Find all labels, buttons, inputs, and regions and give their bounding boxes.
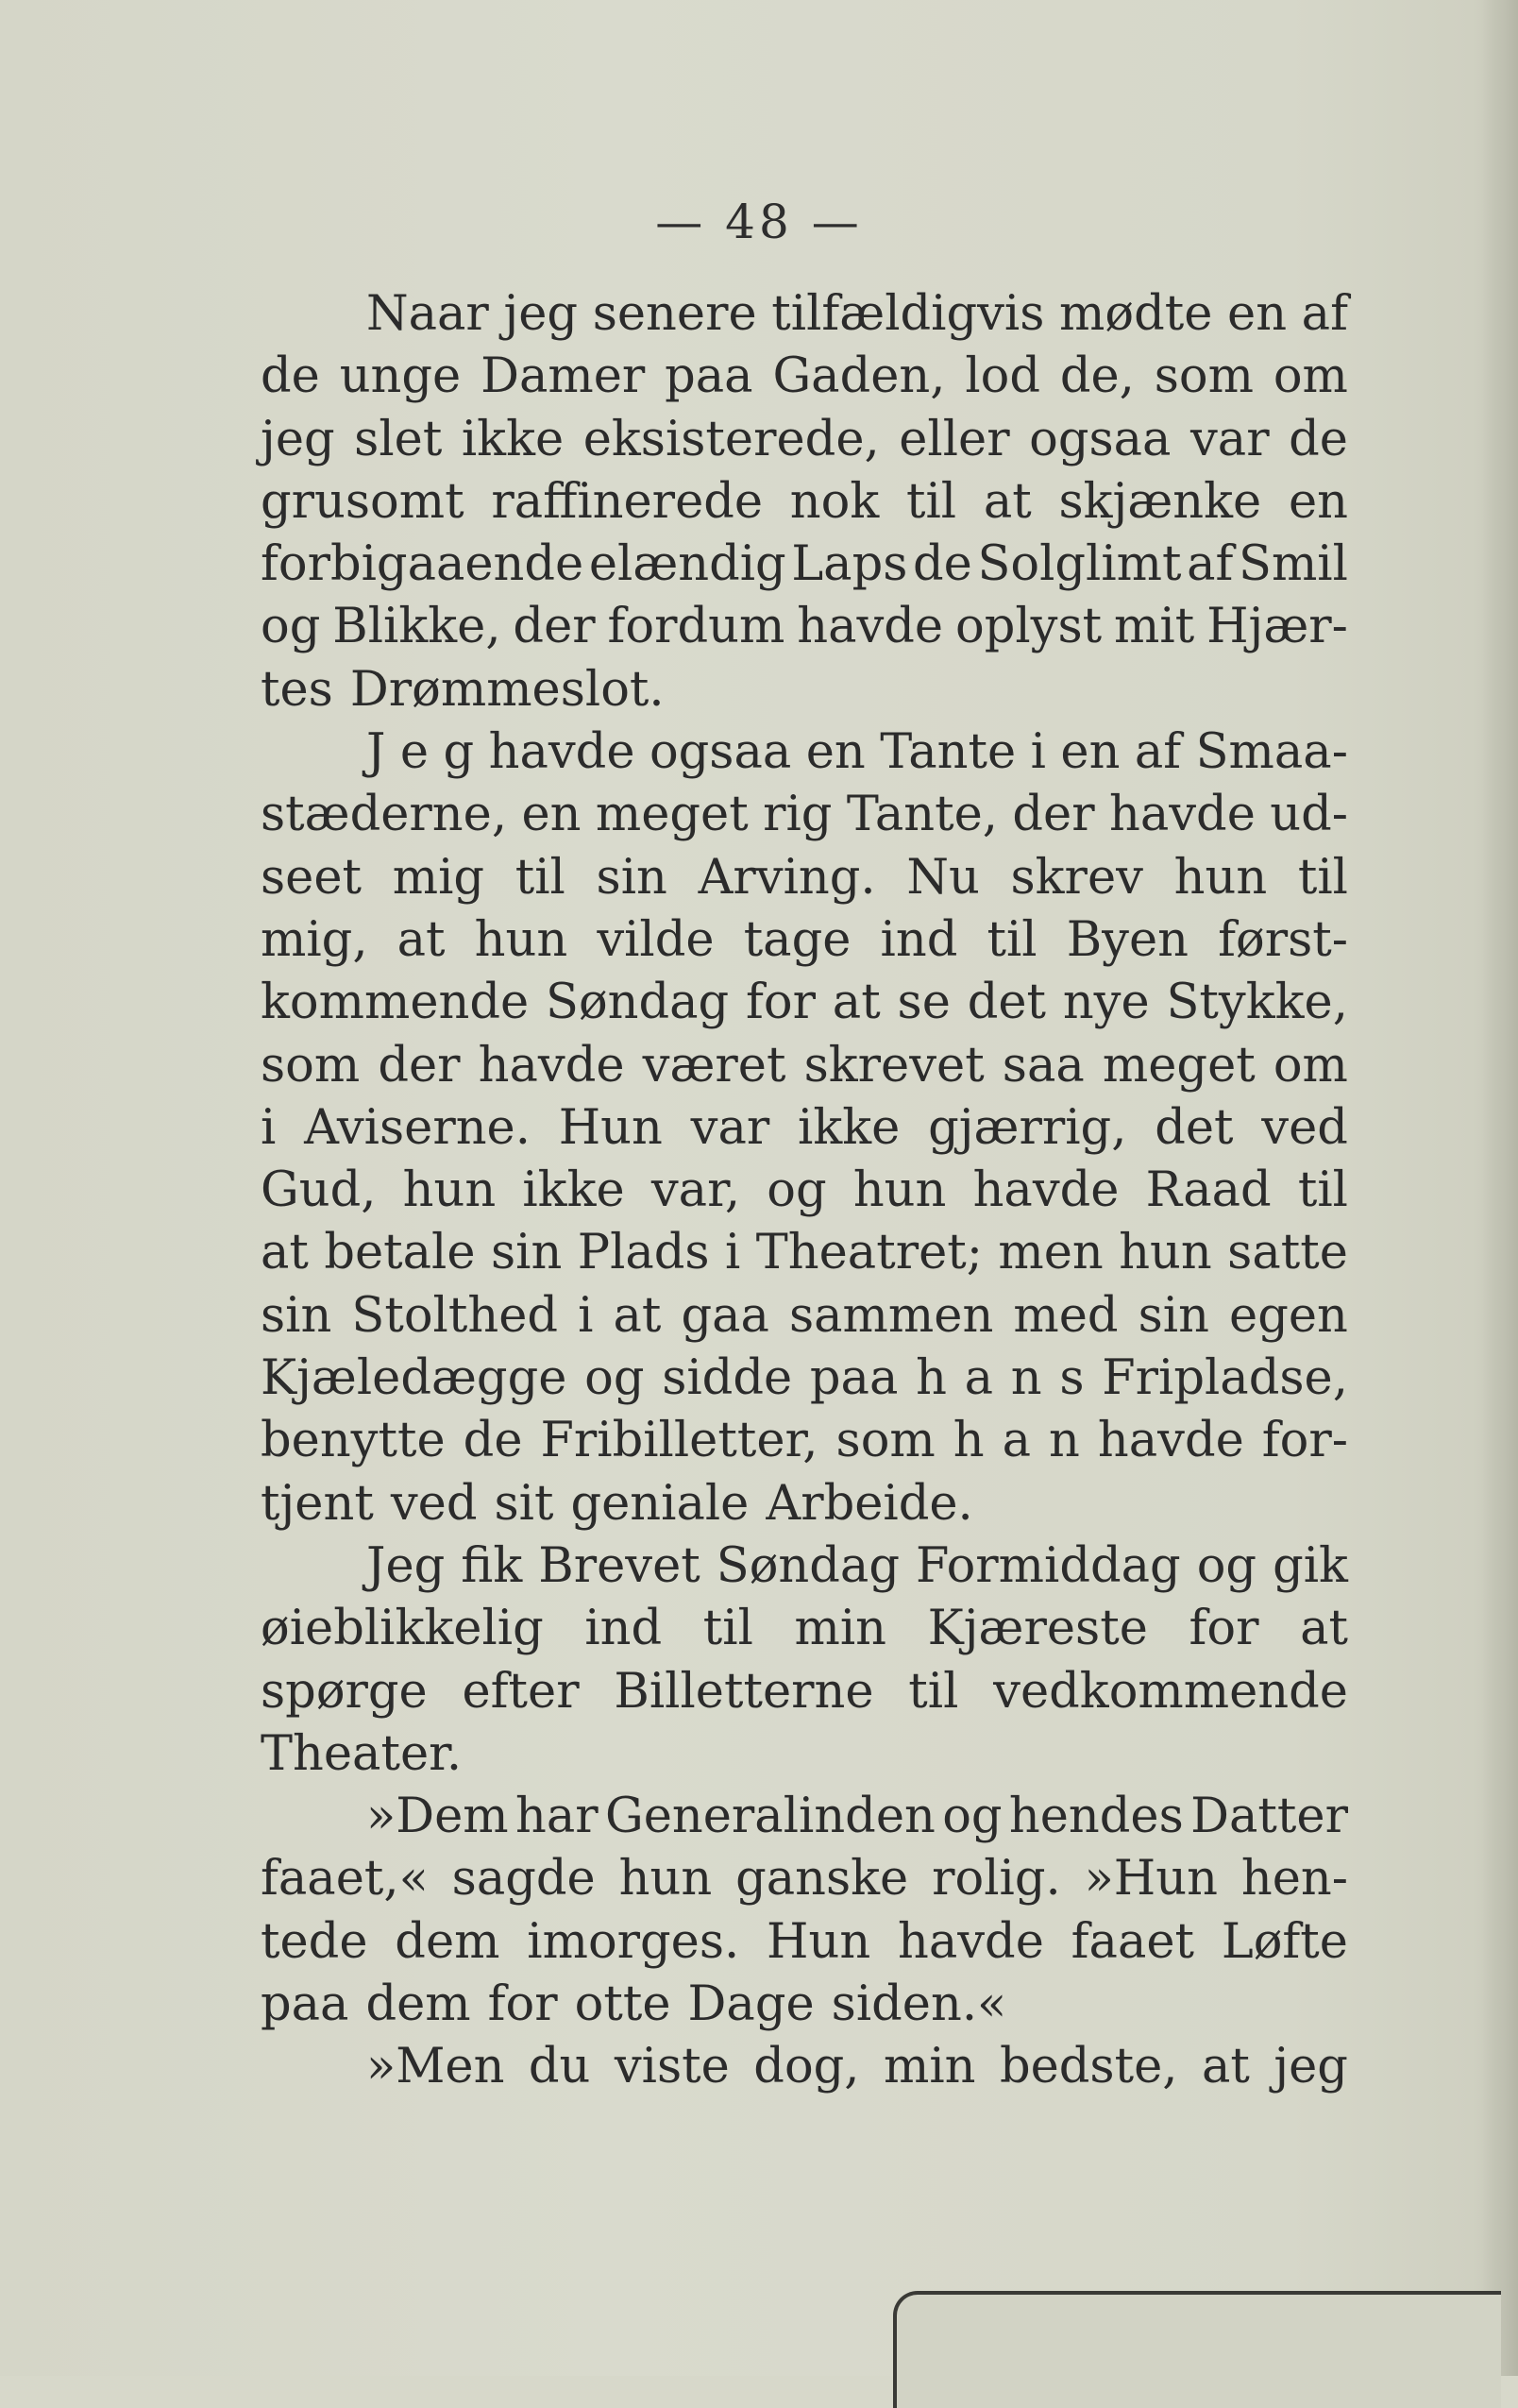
word: i: [578, 1287, 594, 1344]
word: Søndag: [716, 1537, 900, 1594]
word: Fribilletter,: [540, 1413, 818, 1469]
word: en: [1060, 724, 1121, 781]
word: sammen: [788, 1287, 994, 1344]
word: var,: [650, 1162, 741, 1219]
word: dem: [365, 1976, 471, 2033]
word: nok: [789, 473, 880, 530]
word: sin: [596, 849, 667, 906]
word: i: [1030, 724, 1046, 781]
word: hun: [852, 1162, 947, 1219]
word: rig: [763, 787, 833, 843]
text-line: [261, 847, 1348, 909]
word: at: [1300, 1601, 1348, 1657]
word: tes: [261, 661, 333, 718]
word: unge: [339, 348, 462, 405]
word: paa: [809, 1350, 899, 1407]
word: en: [1227, 286, 1288, 342]
word: min: [794, 1601, 887, 1657]
word: hun: [618, 1851, 713, 1908]
word: Tante,: [846, 787, 999, 843]
word: saa: [1002, 1037, 1085, 1094]
word: du: [528, 2039, 591, 2095]
word: ind: [880, 911, 958, 968]
text-line: [261, 283, 1348, 346]
word: J: [366, 724, 386, 781]
word: havde: [1097, 1413, 1244, 1469]
word: af: [1187, 536, 1234, 593]
word: Theater.: [261, 1725, 463, 1782]
text-line: [261, 2036, 1348, 2098]
paper-slip: [893, 2291, 1501, 2408]
word: og: [261, 599, 321, 655]
word: de: [261, 348, 320, 405]
word: siden.«: [831, 1976, 1007, 2033]
word: ind: [584, 1601, 663, 1657]
word: min: [883, 2039, 976, 2095]
word: benytte: [261, 1413, 446, 1469]
text-line: [261, 596, 1348, 658]
word: grusomt: [261, 473, 464, 530]
word: at: [613, 1287, 662, 1344]
word: har: [514, 1789, 599, 1845]
word: sit: [494, 1475, 554, 1532]
word: tilfældigvis: [771, 286, 1045, 342]
text-line: [261, 471, 1348, 534]
word: Theatret;: [755, 1225, 983, 1281]
word: gaa: [681, 1287, 769, 1344]
word: Tante: [880, 724, 1017, 781]
word: mig,: [261, 911, 368, 968]
text-line: [261, 1097, 1348, 1160]
word: sagde: [451, 1851, 596, 1908]
word: for-: [1261, 1413, 1348, 1469]
word: de: [913, 536, 972, 593]
word: til: [905, 473, 957, 530]
word: egen: [1229, 1287, 1348, 1344]
word: satte: [1227, 1225, 1348, 1281]
word: at: [832, 975, 881, 1031]
word: raffinerede: [491, 473, 764, 530]
word: ikke: [461, 411, 565, 467]
word: været: [642, 1037, 786, 1094]
word: for: [1189, 1601, 1259, 1657]
word: spørge: [261, 1663, 428, 1720]
word: om: [1273, 1037, 1348, 1094]
word: gjærrig,: [928, 1099, 1127, 1156]
word: g: [443, 724, 475, 781]
word: mit: [1114, 599, 1195, 655]
text-line: [261, 1598, 1348, 1660]
word: hun: [1119, 1225, 1212, 1281]
word: meget: [595, 787, 749, 843]
word: dem: [395, 1913, 500, 1970]
word: vilde: [597, 911, 715, 968]
word: meget: [1102, 1037, 1256, 1094]
word: »Men: [366, 2039, 505, 2095]
word: skrev: [1010, 849, 1143, 906]
word: en: [521, 787, 582, 843]
word: dog,: [753, 2039, 860, 2095]
word: ved: [390, 1475, 478, 1532]
word: til: [908, 1663, 959, 1720]
word: h: [916, 1350, 947, 1407]
word: til: [702, 1601, 753, 1657]
word: Kjæledægge: [261, 1350, 567, 1407]
word: eller: [899, 411, 1010, 467]
word: Raad: [1145, 1162, 1272, 1219]
word: a: [964, 1350, 994, 1407]
text-line: [261, 784, 1348, 846]
text-line: [261, 1285, 1348, 1348]
word: eksisterede,: [582, 411, 880, 467]
word: Arving.: [698, 849, 876, 906]
word: havde: [488, 724, 635, 781]
word: hendes: [1008, 1789, 1184, 1845]
word: og: [942, 1789, 1003, 1845]
word: senere: [592, 286, 757, 342]
word: faaet,«: [261, 1851, 429, 1908]
text-line: [261, 1222, 1348, 1284]
word: de: [463, 1413, 523, 1469]
word: s: [1059, 1350, 1085, 1407]
word: fik: [461, 1537, 523, 1594]
word: »Dem: [366, 1789, 509, 1845]
word: gik: [1273, 1537, 1348, 1594]
word: Stykke,: [1166, 975, 1348, 1031]
word: paa: [665, 348, 753, 405]
word: sidde: [662, 1350, 793, 1407]
word: ogsaa: [1029, 411, 1172, 467]
text-line: [261, 909, 1348, 972]
word: sin: [490, 1225, 563, 1281]
word: Løfte: [1221, 1913, 1348, 1970]
word: Fripladse,: [1102, 1350, 1348, 1407]
word: Gaden,: [772, 348, 946, 405]
word: paa: [261, 1976, 349, 2033]
word: først-: [1218, 911, 1348, 968]
word: som: [835, 1413, 936, 1469]
word: bedste,: [999, 2039, 1178, 2095]
word: Jeg: [366, 1537, 446, 1594]
word: for: [746, 975, 816, 1031]
word: mødte: [1059, 286, 1213, 342]
word: efter: [462, 1663, 580, 1720]
word: e: [399, 724, 430, 781]
word: de: [1289, 411, 1348, 467]
word: Billetterne: [614, 1663, 874, 1720]
word: skjænke: [1058, 473, 1262, 530]
text-line: [261, 1974, 1348, 2036]
word: det: [967, 975, 1047, 1031]
word: Drømmeslot.: [349, 661, 665, 718]
word: til: [987, 911, 1037, 968]
word: Søndag: [546, 975, 730, 1031]
word: men: [998, 1225, 1104, 1281]
word: ganske: [735, 1851, 909, 1908]
word: tjent: [261, 1475, 374, 1532]
word: som: [1154, 348, 1254, 405]
text-line: [261, 1848, 1348, 1910]
word: en: [805, 724, 866, 781]
word: tage: [743, 911, 852, 968]
word: ogsaa: [649, 724, 792, 781]
word: Nu: [906, 849, 980, 906]
word: viste: [614, 2039, 730, 2095]
word: Solglimt: [977, 536, 1182, 593]
word: elændig: [588, 536, 786, 593]
page-number: — 48 —: [655, 195, 863, 249]
word: og: [584, 1350, 645, 1407]
word: ud-: [1270, 787, 1348, 843]
word: til: [1297, 1162, 1348, 1219]
word: imorges.: [527, 1913, 740, 1970]
word: Hjær-: [1206, 599, 1348, 655]
word: n: [1049, 1413, 1080, 1469]
word: mig: [392, 849, 485, 906]
page-edge-shadow: [1482, 0, 1518, 2376]
word: at: [261, 1225, 309, 1281]
text-line: [261, 1911, 1348, 1974]
word: Laps: [791, 536, 908, 593]
word: var: [690, 1099, 770, 1156]
word: med: [1013, 1287, 1119, 1344]
word: kommende: [261, 975, 530, 1031]
word: i: [261, 1099, 277, 1156]
word: Formiddag: [916, 1537, 1181, 1594]
word: Plads: [577, 1225, 710, 1281]
word: jeg: [503, 286, 579, 342]
word: øieblikkelig: [261, 1601, 544, 1657]
word: de,: [1059, 348, 1135, 405]
word: at: [983, 473, 1032, 530]
word: Kjæreste: [927, 1601, 1148, 1657]
word: der: [378, 1037, 461, 1094]
word: slet: [354, 411, 443, 467]
word: ikke: [798, 1099, 901, 1156]
word: havde: [1108, 787, 1256, 843]
word: det: [1155, 1099, 1234, 1156]
word: og: [1196, 1537, 1257, 1594]
word: h: [953, 1413, 985, 1469]
word: sin: [261, 1287, 332, 1344]
word: hun: [1173, 849, 1268, 906]
word: jeg: [1273, 2039, 1348, 2095]
word: betale: [324, 1225, 476, 1281]
text-line: [261, 1723, 1348, 1786]
text-line: [261, 1473, 1348, 1535]
word: Aviserne.: [304, 1099, 531, 1156]
word: Dage: [687, 1976, 815, 2033]
word: for: [487, 1976, 558, 2033]
word: »Hun: [1084, 1851, 1218, 1908]
word: n: [1010, 1350, 1042, 1407]
word: Arbeide.: [766, 1475, 973, 1532]
text-line: [261, 1035, 1348, 1097]
word: skrevet: [803, 1037, 985, 1094]
text-line: [261, 1786, 1348, 1848]
word: og: [767, 1162, 827, 1219]
word: til: [1297, 849, 1348, 906]
word: om: [1273, 348, 1348, 405]
word: hun: [474, 911, 568, 968]
word: at: [396, 911, 446, 968]
word: havde: [478, 1037, 625, 1094]
word: Stolthed: [351, 1287, 559, 1344]
word: geniale: [570, 1475, 750, 1532]
word: at: [1201, 2039, 1250, 2095]
word: Byen: [1066, 911, 1189, 968]
word: vedkommende: [993, 1663, 1348, 1720]
word: Datter: [1190, 1789, 1348, 1845]
word: rolig.: [932, 1851, 1061, 1908]
word: hen-: [1240, 1851, 1348, 1908]
word: var: [1189, 411, 1270, 467]
word: hun: [402, 1162, 497, 1219]
text-line: [261, 1348, 1348, 1410]
word: Damer: [481, 348, 646, 405]
word: af: [1301, 286, 1348, 342]
word: Generalinden: [604, 1789, 936, 1845]
word: Brevet: [538, 1537, 700, 1594]
text-line: [261, 721, 1348, 784]
word: i: [725, 1225, 741, 1281]
word: ved: [1261, 1099, 1348, 1156]
word: havde: [972, 1162, 1120, 1219]
text-line: [261, 346, 1348, 408]
word: Smaa-: [1195, 724, 1348, 781]
word: seet: [261, 849, 363, 906]
text-line: [261, 1160, 1348, 1222]
word: ikke: [522, 1162, 625, 1219]
text-line: [261, 972, 1348, 1034]
word: Hun: [767, 1913, 871, 1970]
word: faaet: [1071, 1913, 1195, 1970]
word: jeg: [261, 411, 335, 467]
word: Blikke,: [332, 599, 501, 655]
word: som: [261, 1037, 361, 1094]
word: tede: [261, 1913, 368, 1970]
word: der: [1012, 787, 1095, 843]
word: stæderne,: [261, 787, 508, 843]
word: der: [513, 599, 596, 655]
word: Naar: [366, 286, 489, 342]
text-line: [261, 1661, 1348, 1723]
word: nye: [1062, 975, 1150, 1031]
word: en: [1288, 473, 1348, 530]
word: til: [514, 849, 565, 906]
word: fordum: [607, 599, 785, 655]
word: af: [1134, 724, 1182, 781]
word: lod: [965, 348, 1040, 405]
word: otte: [574, 1976, 671, 2033]
word: a: [1002, 1413, 1032, 1469]
word: sin: [1138, 1287, 1209, 1344]
text-line: [261, 1535, 1348, 1598]
text-line: [261, 659, 1348, 721]
word: Smil: [1239, 536, 1348, 593]
word: forbigaaende: [261, 536, 584, 593]
word: Gud,: [261, 1162, 377, 1219]
body-text: [261, 283, 1348, 2099]
text-line: [261, 1410, 1348, 1472]
word: havde: [797, 599, 944, 655]
word: se: [897, 975, 951, 1031]
word: oplyst: [955, 599, 1103, 655]
word: havde: [897, 1913, 1044, 1970]
word: Hun: [558, 1099, 663, 1156]
text-line: [261, 409, 1348, 471]
text-line: [261, 534, 1348, 596]
